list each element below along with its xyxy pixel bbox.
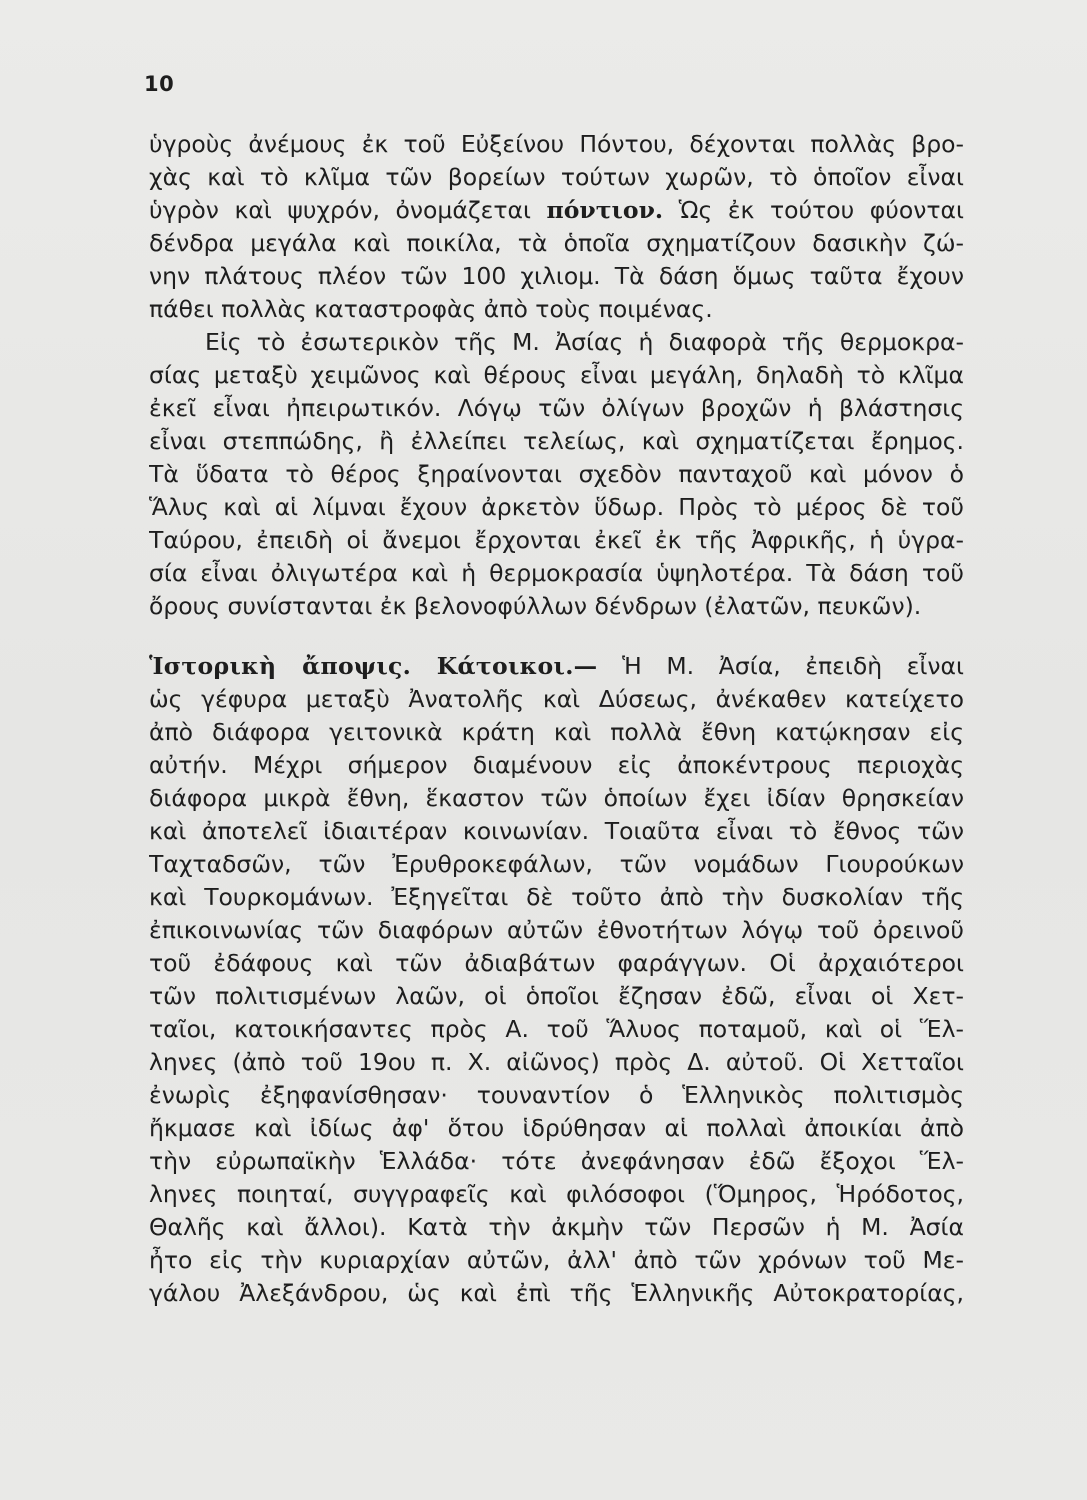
text-line: ἐπικοινωνίας τῶν διαφόρων αὐτῶν ἐθνοτήτων λόγῳ τοῦ ὀρεινοῦ	[149, 916, 964, 944]
text-line: νην πλάτους πλέον τῶν 100 χιλιομ. Τὰ δάση ὅμως ταῦτα ἔχουν	[149, 262, 964, 290]
text-line: καὶ Τουρκομάνων. Ἐξηγεῖται δὲ τοῦτο ἀπὸ τὴν δυσκολίαν τῆς	[149, 883, 964, 911]
text-span: Ἡ Μ. Ἀσία, ἐπειδὴ εἶναι	[597, 652, 964, 680]
text-line: εἶναι στεππώδης, ἢ ἐλλείπει τελείως, καὶ σχηματίζεται ἔρημος.	[149, 427, 964, 455]
text-line: ληνες ποιηταί, συγγραφεῖς καὶ φιλόσοφοι (Ὅμηρος, Ἡρόδοτος,	[149, 1180, 964, 1208]
body-text	[149, 128, 964, 1310]
text-line	[149, 194, 964, 227]
text-line: Ταχταδσῶν, τῶν Ἐρυθροκεφάλων, τῶν νομάδων Γιουρούκων	[149, 850, 964, 878]
text-line: ἀπὸ διάφορα γειτονικὰ κράτη καὶ πολλὰ ἔθνη κατῴκησαν εἰς	[149, 718, 964, 746]
section-gap	[149, 623, 964, 650]
text-line: τοῦ ἐδάφους καὶ τῶν ἀδιαβάτων φαράγγων. Οἱ ἀρχαιότεροι	[149, 949, 964, 977]
text-span: ὑγρὸν καὶ ψυχρόν, ὀνομάζεται	[149, 196, 547, 224]
text-line: ἐκεῖ εἶναι ἠπειρωτικόν. Λόγῳ τῶν ὀλίγων βροχῶν ἡ βλάστησις	[149, 394, 964, 422]
text-line: ταῖοι, κατοικήσαντες πρὸς Α. τοῦ Ἅλυος ποταμοῦ, καὶ οἱ Ἕλ-	[149, 1015, 964, 1043]
text-span: Ὡς ἐκ τούτου φύονται	[663, 196, 964, 224]
text-line: Θαλῆς καὶ ἄλλοι). Κατὰ τὴν ἀκμὴν τῶν Περσῶν ἡ Μ. Ἀσία	[149, 1213, 964, 1241]
text-line: ὡς γέφυρα μεταξὺ Ἀνατολῆς καὶ Δύσεως, ἀνέκαθεν κατείχετο	[149, 685, 964, 713]
text-line: σίας μεταξὺ χειμῶνος καὶ θέρους εἶναι μεγάλη, δηλαδὴ τὸ κλῖμα	[149, 361, 964, 389]
text-line	[149, 650, 964, 683]
text-line: διάφορα μικρὰ ἔθνη, ἕκαστον τῶν ὁποίων ἔχει ἰδίαν θρησκείαν	[149, 784, 964, 812]
text-line: ληνες (ἀπὸ τοῦ 19ου π. Χ. αἰῶνος) πρὸς Δ. αὐτοῦ. Οἱ Χετταῖοι	[149, 1048, 964, 1076]
text-line: ὄρους συνίστανται ἐκ βελονοφύλλων δένδρων (ἐλατῶν, πευκῶν).	[149, 592, 922, 620]
text-line: ἤκμασε καὶ ἰδίως ἀφ' ὅτου ἱδρύθησαν αἱ πολλαὶ ἀποικίαι ἀπὸ	[149, 1114, 964, 1142]
text-line: ἐνωρὶς ἐξηφανίσθησαν· τουναντίον ὁ Ἑλληνικὸς πολιτισμὸς	[149, 1081, 964, 1109]
text-line: ὑγροὺς ἀνέμους ἐκ τοῦ Εὐξείνου Πόντου, δέχονται πολλὰς βρο-	[149, 130, 964, 158]
section-heading: Ἱστορικὴ ἄποψις. Κάτοικοι.—	[149, 652, 598, 680]
text-line: δένδρα μεγάλα καὶ ποικίλα, τὰ ὁποῖα σχηματίζουν δασικὴν ζώ-	[149, 229, 964, 257]
text-line: γάλου Ἀλεξάνδρου, ὡς καὶ ἐπὶ τῆς Ἑλληνικῆς Αὐτοκρατορίας,	[149, 1279, 964, 1307]
emphasized-term: πόντιον.	[546, 196, 664, 224]
text-line: αὐτήν. Μέχρι σήμερον διαμένουν εἰς ἀποκέντρους περιοχὰς	[149, 751, 964, 779]
text-line: σία εἶναι ὀλιγωτέρα καὶ ἡ θερμοκρασία ὑψηλοτέρα. Τὰ δάση τοῦ	[149, 559, 964, 587]
text-line: τὴν εὐρωπαϊκὴν Ἑλλάδα· τότε ἀνεφάνησαν ἐδῶ ἔξοχοι Ἕλ-	[149, 1147, 964, 1175]
text-line: Εἰς τὸ ἐσωτερικὸν τῆς Μ. Ἀσίας ἡ διαφορὰ τῆς θερμοκρα-	[205, 328, 964, 356]
text-line: Τὰ ὕδατα τὸ θέρος ξηραίνονται σχεδὸν πανταχοῦ καὶ μόνον ὁ	[149, 460, 964, 488]
text-line: καὶ ἀποτελεῖ ἰδιαιτέραν κοινωνίαν. Τοιαῦτα εἶναι τὸ ἔθνος τῶν	[149, 817, 964, 845]
text-line: πάθει πολλὰς καταστροφὰς ἀπὸ τοὺς ποιμένας.	[149, 295, 713, 323]
text-line: τῶν πολιτισμένων λαῶν, οἱ ὁποῖοι ἔζησαν ἐδῶ, εἶναι οἱ Χετ-	[149, 982, 964, 1010]
text-line: χὰς καὶ τὸ κλῖμα τῶν βορείων τούτων χωρῶν, τὸ ὁποῖον εἶναι	[149, 163, 964, 191]
text-line: Ταύρου, ἐπειδὴ οἱ ἄνεμοι ἔρχονται ἐκεῖ ἐκ τῆς Ἀφρικῆς, ἡ ὑγρα-	[149, 526, 964, 554]
text-line: Ἅλυς καὶ αἱ λίμναι ἔχουν ἀρκετὸν ὕδωρ. Πρὸς τὸ μέρος δὲ τοῦ	[149, 493, 964, 521]
page-number: 10	[144, 72, 175, 96]
text-line: ἦτο εἰς τὴν κυριαρχίαν αὐτῶν, ἀλλ' ἀπὸ τῶν χρόνων τοῦ Με-	[149, 1246, 964, 1274]
